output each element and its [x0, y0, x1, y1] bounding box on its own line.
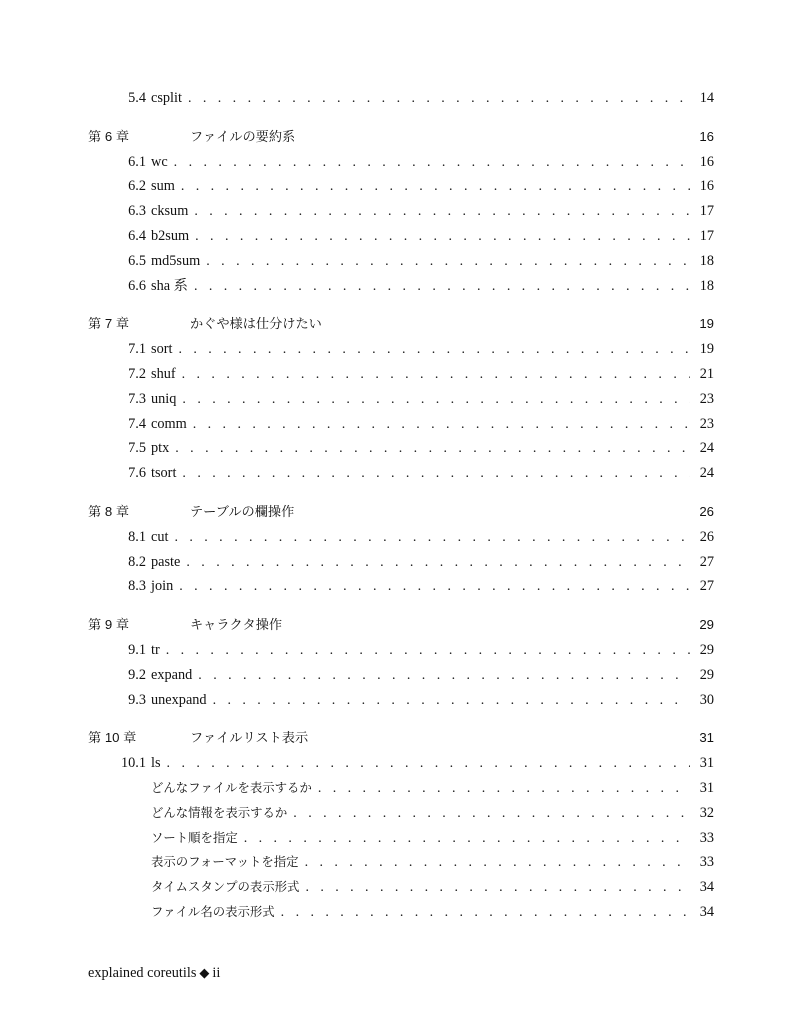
dot-leader [195, 225, 690, 249]
footer-page-number: ii [212, 965, 221, 981]
page-number: 34 [699, 903, 714, 920]
page-number: 33 [699, 829, 714, 846]
toc-entry-line [151, 900, 714, 925]
page-number: 27 [699, 553, 714, 570]
section-title: sha 系 [151, 274, 194, 299]
section-number: 6.2 [128, 178, 146, 195]
page-number: 18 [699, 277, 714, 294]
page-number: 17 [699, 203, 714, 220]
chapter-title: ファイルリスト表示 [190, 730, 309, 746]
toc-entry-line [151, 249, 714, 274]
subsection-title: ソート順を指定 [151, 826, 244, 851]
section-title: comm [151, 412, 193, 437]
toc-subsection-row [88, 850, 714, 875]
toc-section-row [88, 249, 714, 274]
toc-section-row [88, 362, 714, 387]
toc-entry-line [151, 550, 714, 575]
section-title: paste [151, 550, 186, 575]
toc-section-row [88, 461, 714, 486]
subsection-title: どんな情報を表示するか [151, 801, 293, 826]
toc-section-row [88, 150, 714, 175]
section-title: b2sum [151, 224, 195, 249]
toc-entry-line [151, 638, 714, 663]
toc-section-row [88, 274, 714, 299]
toc-section-row [88, 525, 714, 550]
dot-leader [194, 200, 690, 224]
dot-leader [198, 664, 690, 688]
page-number: 32 [699, 804, 714, 821]
section-number: 5.4 [128, 90, 146, 106]
toc-section-row [88, 663, 714, 688]
section-number: 8.1 [128, 528, 146, 545]
page-number: 23 [699, 390, 714, 407]
toc-entry-line [151, 150, 714, 175]
section-number: 7.2 [128, 365, 146, 382]
dot-leader [305, 876, 690, 900]
toc-subsection-row [88, 875, 714, 900]
toc-subsection-row [88, 900, 714, 925]
page-number: 16 [699, 153, 714, 170]
toc-entry-line [151, 174, 714, 199]
section-number: 6.1 [128, 153, 146, 170]
dot-leader [293, 802, 690, 826]
section-number: 7.5 [128, 440, 146, 457]
page-number: 34 [699, 879, 714, 896]
toc-entry-line [151, 362, 714, 387]
page-number: 29 [699, 641, 714, 658]
toc-section-row [88, 638, 714, 663]
page-number: 31 [699, 755, 714, 772]
toc-entry-line [151, 850, 714, 875]
toc-entry-line [151, 663, 714, 688]
subsection-title: 表示のフォーマットを指定 [151, 850, 305, 875]
diamond-icon: ◆ [199, 965, 210, 980]
page-footer [88, 965, 220, 982]
toc-entry-line [151, 875, 714, 900]
toc-section-row [88, 224, 714, 249]
section-number: 7.3 [128, 390, 146, 407]
toc-chapter-row [88, 312, 714, 337]
dot-leader [186, 551, 690, 575]
dot-leader [182, 462, 690, 486]
section-title: expand [151, 663, 198, 688]
section-number: 9.2 [128, 666, 146, 683]
chapter-number: 第 10 章 [88, 730, 137, 746]
page-number: 27 [699, 578, 714, 595]
section-number: 7.6 [128, 465, 146, 482]
section-number: 7.4 [128, 415, 146, 432]
section-number: 10.1 [120, 755, 146, 772]
dot-leader [213, 689, 690, 713]
section-number: 8.2 [128, 553, 146, 570]
page-number: 23 [699, 415, 714, 432]
chapter-title: かぐや様は仕分けたい [190, 316, 322, 332]
toc-entry-line [151, 436, 714, 461]
dot-leader [305, 851, 690, 875]
chapter-title: ファイルの要約系 [190, 128, 296, 144]
section-title: wc [151, 150, 174, 175]
toc-entry-line [151, 274, 714, 299]
page-number: 24 [699, 465, 714, 482]
toc-section-row [88, 751, 714, 776]
toc-section-row [88, 412, 714, 437]
toc-chapter-row [88, 726, 714, 751]
toc-entry-line [151, 461, 714, 486]
toc-entry-line [151, 751, 714, 776]
dot-leader [181, 175, 690, 199]
section-title: sort [151, 337, 178, 362]
dot-leader [193, 413, 690, 437]
toc-subsection-row [88, 826, 714, 851]
chapter-page-number: 19 [690, 312, 714, 337]
chapter-title: テーブルの欄操作 [190, 503, 295, 519]
toc-chapter-row [88, 125, 714, 150]
chapter-number: 第 7 章 [88, 316, 130, 332]
section-title: cut [151, 525, 174, 550]
toc-chapter-row [88, 613, 714, 638]
footer-title: explained coreutils [88, 965, 197, 981]
toc-entry-line [151, 826, 714, 851]
section-title: join [151, 574, 179, 599]
toc-section-row [88, 387, 714, 412]
toc-entry-line [151, 337, 714, 362]
toc-entry-line [151, 776, 714, 801]
section-title: csplit [151, 86, 188, 111]
subsection-title: タイムスタンプの表示形式 [151, 875, 305, 900]
chapter-page-number: 29 [690, 613, 714, 638]
toc-subsection-row [88, 776, 714, 801]
dot-leader [182, 388, 690, 412]
toc-entry-line [151, 574, 714, 599]
toc-entry-line [151, 199, 714, 224]
chapter-page-number: 31 [690, 726, 714, 751]
toc-chapter-row [88, 500, 714, 525]
subsection-title: どんなファイルを表示するか [151, 776, 318, 801]
dot-leader [178, 338, 690, 362]
section-number: 6.3 [128, 203, 146, 220]
chapter-page-number: 16 [690, 125, 714, 150]
section-title: sum [151, 174, 181, 199]
subsection-title: ファイル名の表示形式 [151, 900, 281, 925]
dot-leader [174, 151, 690, 175]
toc-entry-line [151, 412, 714, 437]
page-number: 14 [699, 90, 714, 106]
page-number: 26 [699, 528, 714, 545]
page-number: 33 [699, 854, 714, 871]
toc-subsection-row [88, 801, 714, 826]
toc-section-row [88, 574, 714, 599]
toc-entry-line [151, 801, 714, 826]
dot-leader [318, 777, 690, 801]
chapter-title: キャラクタ操作 [190, 617, 283, 633]
section-number: 9.3 [128, 691, 146, 708]
page-number: 31 [699, 779, 714, 796]
toc-entry-line [151, 688, 714, 713]
page-number: 17 [699, 227, 714, 244]
section-title: cksum [151, 199, 194, 224]
section-title: tsort [151, 461, 182, 486]
toc-entry-line [151, 525, 714, 550]
section-number: 9.1 [128, 641, 146, 658]
page-number: 18 [699, 252, 714, 269]
section-number: 8.3 [128, 578, 146, 595]
toc-section-row [88, 337, 714, 362]
toc-section-row [88, 174, 714, 199]
section-title: ls [151, 751, 167, 776]
page-number: 30 [699, 691, 714, 708]
dot-leader [166, 639, 690, 663]
page-number: 19 [699, 341, 714, 358]
page-number: 16 [699, 178, 714, 195]
section-title: uniq [151, 387, 182, 412]
section-title: shuf [151, 362, 182, 387]
page-number: 21 [699, 365, 714, 382]
dot-leader [179, 575, 690, 599]
chapter-page-number: 26 [690, 500, 714, 525]
dot-leader [206, 250, 690, 274]
dot-leader [167, 752, 690, 776]
section-title: tr [151, 638, 166, 663]
section-number: 6.6 [128, 277, 146, 294]
section-title: unexpand [151, 688, 213, 713]
section-number: 6.5 [128, 252, 146, 269]
section-number: 7.1 [128, 341, 146, 358]
toc-entry-line [151, 86, 714, 111]
dot-leader [182, 363, 690, 387]
toc-entry-line [151, 224, 714, 249]
chapter-number: 第 9 章 [88, 617, 130, 633]
toc-entry-line [151, 387, 714, 412]
page-number: 24 [699, 440, 714, 457]
section-title: ptx [151, 436, 175, 461]
toc-section-row [88, 550, 714, 575]
toc-section-row [88, 199, 714, 224]
dot-leader [188, 87, 690, 111]
chapter-number: 第 6 章 [88, 128, 130, 144]
toc-section-row [88, 86, 714, 111]
section-number: 6.4 [128, 227, 146, 244]
chapter-number: 第 8 章 [88, 503, 130, 519]
section-title: md5sum [151, 249, 206, 274]
dot-leader [244, 827, 690, 851]
dot-leader [281, 901, 690, 925]
dot-leader [194, 275, 690, 299]
table-of-contents [88, 86, 714, 925]
toc-section-row [88, 436, 714, 461]
page-number: 29 [699, 666, 714, 683]
dot-leader [175, 437, 690, 461]
toc-section-row [88, 688, 714, 713]
dot-leader [174, 526, 690, 550]
